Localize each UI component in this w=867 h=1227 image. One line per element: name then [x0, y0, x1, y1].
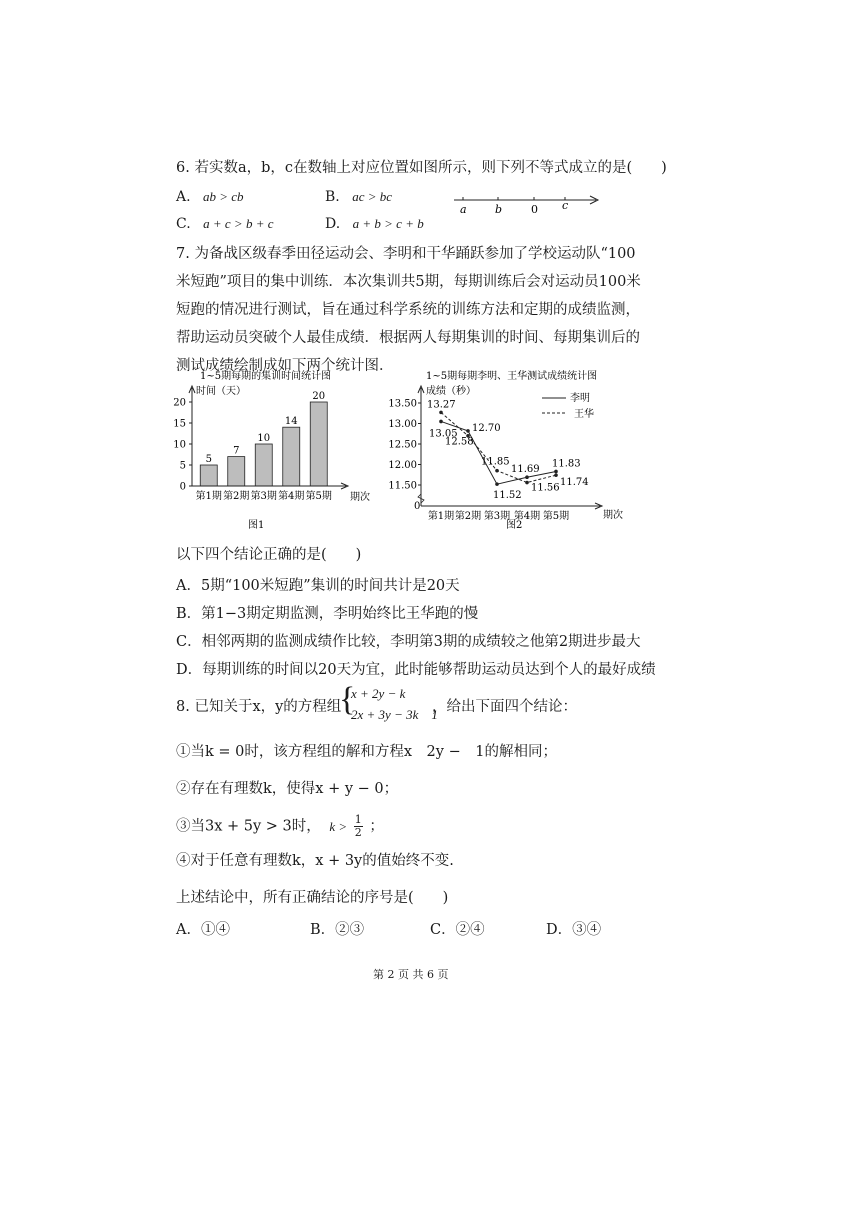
- chart2-point: [466, 429, 470, 433]
- system-eq2: 2x + 3y − 3k 1: [351, 707, 438, 722]
- conclusion-3-k: k >: [329, 818, 348, 834]
- numberline-label-a: a: [460, 203, 467, 216]
- chart2-category-label: 第2期: [454, 511, 482, 522]
- chart2-point: [525, 475, 529, 479]
- chart2-point: [439, 411, 443, 415]
- chart2-ylabel: 成绩（秒）: [426, 386, 476, 397]
- chart1-title: 1~5期每期的集训时间统计图: [200, 371, 332, 382]
- q8-conclusion-3: [176, 814, 384, 839]
- chart2-category-label: 第5期: [542, 511, 570, 522]
- chart1-bar: [283, 427, 300, 486]
- chart1-category-label: 第5期: [305, 491, 332, 502]
- chart1-ytick-label: 15: [173, 418, 186, 430]
- chart2-data-label: 11.83: [552, 458, 581, 470]
- q7-question: 以下四个结论正确的是( ): [176, 547, 362, 563]
- legend-label-liming: 李明: [570, 393, 590, 404]
- chart1-bar-value: 14: [284, 416, 298, 428]
- conclusion-3-text: ③当3x + 5y > 3时，: [176, 818, 321, 835]
- chart2-xlabel: 期次: [603, 510, 623, 521]
- q8-stem-before: 8. 已知关于x，y的方程组: [176, 699, 342, 715]
- chart1-ylabel: 时间（天）: [196, 386, 246, 397]
- numberline-label-b: b: [495, 203, 503, 216]
- chart1-bar: [310, 402, 327, 486]
- chart1-category-label: 第2期: [223, 491, 250, 502]
- q8-conclusion-2: ②存在有理数k，使得x + y − 0；: [176, 781, 399, 797]
- figure2-caption: 图2: [506, 520, 523, 531]
- fraction-numerator: 1: [354, 813, 362, 826]
- figure1-caption: 图1: [248, 520, 265, 531]
- q8-option-c: C．②④: [430, 922, 485, 938]
- chart2-point: [525, 481, 529, 485]
- chart2-category-label: 第1期: [427, 511, 455, 522]
- chart1-bar: [228, 457, 245, 486]
- chart2-point: [554, 473, 558, 477]
- chart2-category-label: 第4期: [513, 511, 541, 522]
- q7-option-b: B．第1−3期定期监测，李明始终比王华跑的慢: [176, 606, 479, 622]
- option-letter: C.: [176, 216, 191, 232]
- chart2-ytick-label: 11.50: [388, 480, 417, 492]
- chart2-data-label: 11.69: [511, 464, 540, 476]
- chart2-data-label: 13.05: [429, 428, 458, 440]
- chart1-category-label: 第1期: [195, 491, 222, 502]
- fraction-denominator: 2: [354, 826, 362, 839]
- chart2-point: [495, 482, 499, 486]
- chart1-bar-value: 7: [233, 445, 240, 457]
- chart1-ytick-label: 0: [179, 481, 186, 493]
- chart1-category-label: 第3期: [250, 491, 277, 502]
- chart1-ytick-label: 10: [173, 439, 186, 451]
- conclusion-3-end: ；: [369, 818, 384, 835]
- option-expr: a + b > c + b: [352, 216, 424, 231]
- q6-option-c: [176, 216, 273, 232]
- q8-option-d: D．③④: [546, 922, 602, 938]
- chart2-ytick-label: 13.00: [388, 419, 417, 430]
- chart2-ytick-label: 12.50: [388, 439, 417, 451]
- option-letter: B.: [325, 189, 340, 205]
- fraction-one-half: [354, 814, 363, 839]
- legend-label-wanghua: 王华: [574, 409, 594, 420]
- chart2-data-label: 13.27: [427, 399, 456, 411]
- q8-question: 上述结论中，所有正确结论的序号是( ): [176, 890, 449, 906]
- system-eq1: x + 2y − k: [351, 686, 406, 701]
- option-letter: A.: [176, 189, 191, 205]
- q7-stem: 7. 为备战区级春季田径运动会、李明和干华踊跃参加了学校运动队“100米短跑”项目的集中训练．本次集训共5期，每期训练后会对运动员100米短跑的情况进行测试，旨在通过科学系统的训练方法和定期的成绩监测，帮助运动员突破个人最佳成绩．根据两人每期集训的时间、每期集训后的测试成绩绘制成如下两个统计图．: [176, 246, 641, 374]
- chart1-bar-value: 5: [205, 454, 212, 465]
- q8-conclusion-4: ④对于任意有理数k，x + 3y的值始终不变.: [176, 853, 454, 869]
- option-expr: ac > bc: [352, 189, 393, 204]
- chart1-ytick-label: 20: [173, 397, 186, 409]
- q6-option-b: [325, 189, 392, 205]
- chart1-bar: [200, 465, 217, 486]
- chart2-data-label: 12.70: [472, 422, 501, 434]
- q6-option-a: [176, 189, 244, 205]
- chart2-title: 1~5期每期李明、王华测试成绩统计图: [426, 371, 598, 382]
- number-line: [450, 190, 610, 220]
- chart1-ytick-label: 5: [179, 460, 186, 472]
- q7-option-c: C．相邻两期的监测成绩作比较，李明第3期的成绩较之他第2期进步最大: [176, 634, 641, 650]
- q8-option-b: B．②③: [310, 922, 365, 938]
- chart2-data-label: 11.85: [481, 456, 510, 468]
- chart2-ytick-label: 12.00: [388, 460, 417, 471]
- chart1-category-label: 第4期: [278, 491, 305, 502]
- figure1-bar-chart: [170, 366, 385, 536]
- q6-option-d: [325, 216, 424, 232]
- option-expr: ab > cb: [203, 189, 244, 204]
- chart2-data-label: 11.56: [531, 482, 560, 494]
- chart2-ytick-label: 13.50: [388, 398, 417, 410]
- q7-option-d: D．每期训练的时间以20天为宜，此时能够帮助运动员达到个人的最好成绩: [176, 662, 656, 678]
- chart2-point: [554, 470, 558, 474]
- figure2-line-chart: [388, 366, 638, 538]
- q8-stem-after: ，给出下面四个结论：: [432, 699, 577, 715]
- q7-option-a: A．5期“100米短跑”集训的时间共计是20天: [176, 578, 460, 594]
- q8-option-a: A．①④: [176, 922, 230, 938]
- chart2-data-label: 11.74: [560, 477, 589, 489]
- option-letter: D.: [325, 216, 341, 232]
- chart2-category-label: 第3期: [483, 511, 511, 522]
- numberline-label-c: c: [562, 199, 569, 212]
- chart2-origin-label: 0: [414, 501, 421, 512]
- page-footer: 第 2 页 共 6 页: [373, 968, 449, 981]
- option-expr: a + c > b + c: [203, 216, 274, 231]
- chart1-bar-value: 10: [257, 433, 271, 444]
- chart2-point: [439, 420, 443, 424]
- q6-stem: 6. 若实数a，b，c在数轴上对应位置如图所示，则下列不等式成立的是( ): [176, 160, 667, 176]
- chart2-data-label: 12.58: [445, 436, 474, 448]
- chart2-data-label: 11.52: [493, 490, 522, 502]
- chart1-xlabel: 期次: [350, 492, 370, 503]
- system-brace: {: [339, 681, 356, 718]
- q8-conclusion-1: ①当k = 0时，该方程组的解和方程x 2y − 1的解相同；: [176, 744, 557, 760]
- numberline-label-zero: 0: [531, 203, 538, 216]
- chart1-bar-value: 20: [312, 391, 326, 402]
- chart2-point: [495, 469, 499, 473]
- chart1-bar: [255, 444, 272, 486]
